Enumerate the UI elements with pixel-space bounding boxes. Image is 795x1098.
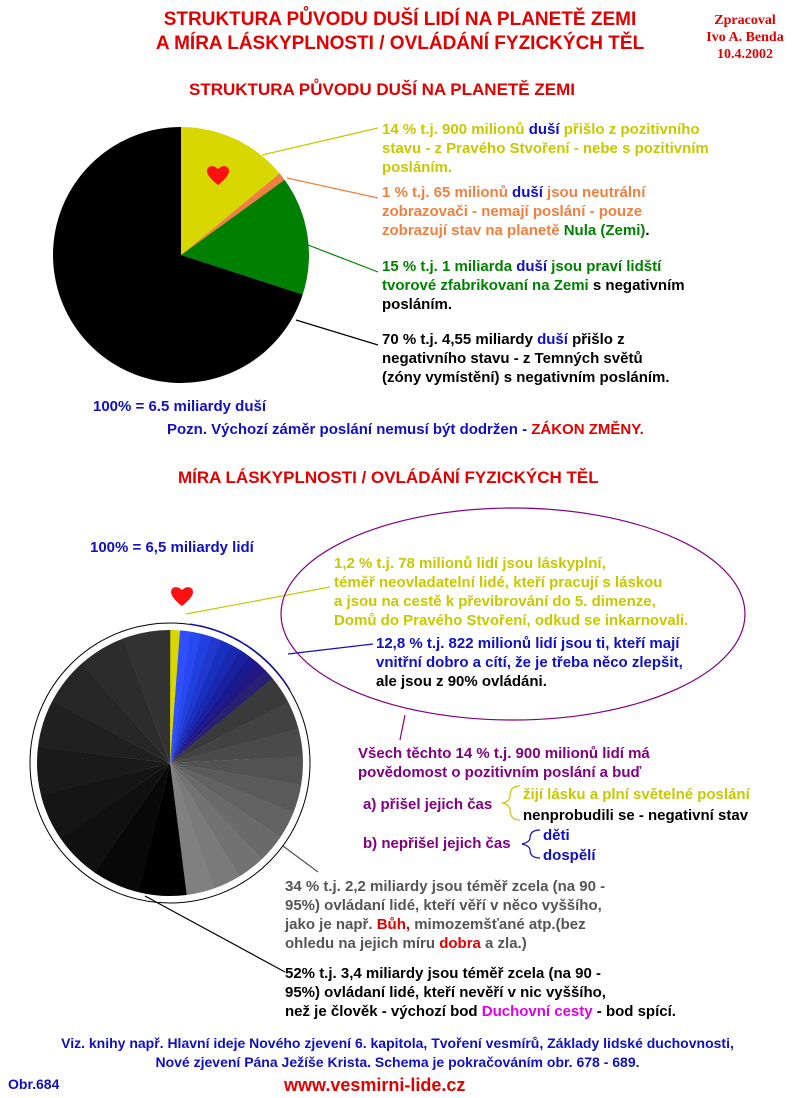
note-green: 15 % t.j. 1 miliarda duší jsou praví lidští — [382, 258, 662, 275]
heart-icon — [171, 587, 193, 606]
pointer-line — [296, 320, 378, 345]
blue-note-3: ale jsou z 90% ovládáni. — [376, 673, 547, 690]
note-black-2: negativního stavu - z Temných světů — [382, 350, 643, 367]
blue-note-2: vnitřní dobro a cítí, že je třeba něco zlepšit, — [376, 654, 683, 671]
ellipse-line3: a jsou na cestě k převibrování do 5. dimenze, — [334, 593, 656, 610]
pointer-line — [400, 715, 405, 740]
note-orange: 1 % t.j. 65 milionů duší jsou neutrální — [382, 184, 646, 201]
case-b-option2: dospělí — [543, 847, 596, 864]
author-date: 10.4.2002 — [717, 47, 773, 62]
black-note-2: 95%) ovládaní lidé, kteří nevěří v nic vyššího, — [285, 984, 606, 1001]
note-yellow: 14 % t.j. 900 milionů duší přišlo z pozitivního — [382, 121, 700, 138]
pointer-line — [145, 896, 285, 972]
black-note-1: 52% t.j. 3,4 miliardy jsou téměř zcela (na 90 - — [285, 965, 601, 982]
pointer-line — [288, 644, 373, 654]
all-note-2: povědomost o pozitivním poslání a buď — [358, 764, 642, 781]
figure-number: Obr.684 — [8, 1076, 60, 1092]
ellipse-line2: téměř neovladatelní lidé, kteří pracují s láskou — [334, 574, 663, 591]
ellipse-line1: 1,2 % t.j. 78 milionů lidí jsou láskyplní, — [334, 555, 606, 572]
grey-note-1: 34 % t.j. 2,2 miliardy jsou téměř zcela (na 90 - — [285, 878, 606, 895]
case-b-label: b) nepřišel jejich čas — [363, 835, 511, 852]
case-a-option2: nenprobudili se - negativní stav — [523, 807, 749, 824]
note-green-3: posláním. — [382, 296, 453, 313]
total-souls: 100% = 6.5 miliardy duší — [93, 398, 267, 415]
pointer-line — [186, 587, 330, 614]
main-title-line2: A MÍRA LÁSKYPLNOSTI / OVLÁDÁNÍ FYZICKÝCH TĚL — [155, 33, 645, 54]
author-name: Ivo A. Benda — [706, 30, 784, 45]
pointer-line — [308, 245, 378, 272]
note-yellow-3: posláním. — [382, 159, 453, 176]
main-title-line1: STRUKTURA PŮVODU DUŠÍ LIDÍ NA PLANETĚ ZEMI — [163, 9, 637, 30]
pointer-line — [262, 128, 378, 155]
note-orange-2: zobrazovači - nemají poslání - pouze — [382, 203, 643, 220]
note-orange-3: zobrazují stav na planetě Nula (Zemi). — [382, 222, 650, 239]
pie-chart-origin — [53, 127, 309, 383]
pointer-line — [287, 178, 378, 198]
grey-note-3: jako je např. Bůh, mimozemšťané atp.(bez — [285, 916, 586, 933]
section1-title: STRUKTURA PŮVODU DUŠÍ NA PLANETĚ ZEMI — [189, 80, 575, 99]
footer-books-2: Nové zjevení Pána Ježíše Krista. Schema je pokračováním obr. 678 - 689. — [155, 1054, 640, 1070]
ellipse-line4: Domů do Pravého Stvoření, odkud se inkarnovali. — [334, 612, 689, 629]
law-of-change-note: Pozn. Výchozí záměr poslání nemusí být dodržen - ZÁKON ZMĚNY. — [167, 421, 644, 438]
black-note-3: než je člověk - výchozí bod Duchovní cesty - bod spící. — [285, 1003, 676, 1020]
brace — [503, 786, 520, 820]
grey-note-2: 95%) ovládaní lidé, kteří věří v něco vyššího, — [285, 897, 602, 914]
note-black-3: (zóny vymístění) s negativním posláním. — [382, 369, 670, 386]
grey-note-4: ohledu na jejich míru dobra a zla.) — [285, 935, 527, 952]
footer-books: Viz. knihy např. Hlavní ideje Nového zjevení 6. kapitola, Tvoření vesmírů, Základy lidské duchovnosti, — [61, 1035, 734, 1051]
website-link[interactable]: www.vesmirni-lide.cz — [284, 1075, 466, 1095]
case-a-label: a) přišel jejich čas — [363, 796, 493, 813]
section2-title: MÍRA LÁSKYPLNOSTI / OVLÁDÁNÍ FYZICKÝCH TĚL — [178, 468, 599, 487]
pointer-line — [283, 846, 318, 872]
note-black: 70 % t.j. 4,55 miliardy duší přišlo z — [382, 331, 625, 348]
case-a-option1: žijí lásku a plní světelné poslání — [523, 786, 750, 803]
blue-note-1: 12,8 % t.j. 822 milionů lidí jsou ti, kteří mají — [376, 635, 680, 652]
note-green-2: tvorové zfabrikovaní na Zemi s negativním — [382, 277, 685, 294]
case-b-option1: děti — [543, 827, 570, 844]
author-label: Zpracoval — [714, 13, 776, 28]
total-people: 100% = 6,5 miliardy lidí — [90, 539, 254, 556]
all-note-1: Všech těchto 14 % t.j. 900 milionů lidí má — [358, 745, 650, 762]
brace — [522, 830, 540, 858]
note-yellow-2: stavu - z Pravého Stvoření - nebe s pozitivním — [382, 140, 709, 157]
pie-chart-control — [37, 630, 303, 896]
